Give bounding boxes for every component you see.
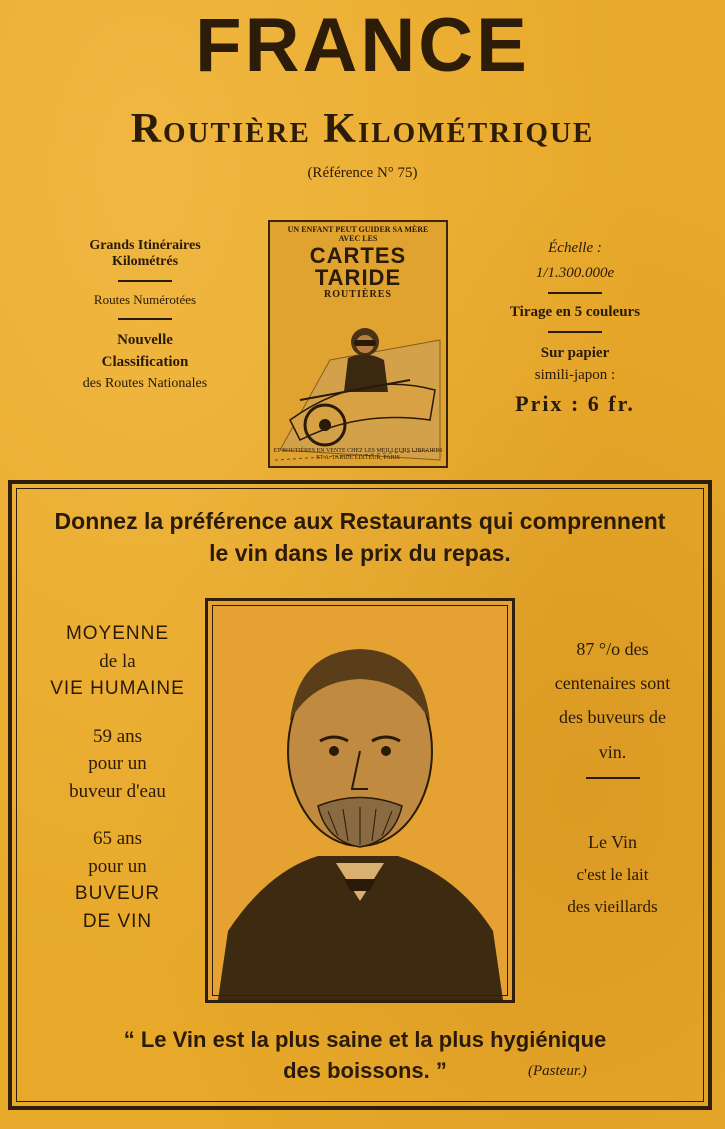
scale-label: Échelle : xyxy=(548,240,602,256)
water-drinker-years: 59 ans xyxy=(92,725,143,747)
scale-value: 1/1.300.000e xyxy=(535,265,615,281)
stat-heading-2: de la xyxy=(99,650,136,672)
divider xyxy=(118,318,172,320)
water-drinker-line-2: buveur d'eau xyxy=(69,780,166,802)
banner-line-2: le vin dans le prix du repas. xyxy=(209,540,511,567)
reference-number: (Référence N° 75) xyxy=(307,165,418,181)
banner-line-1: Donnez la préférence aux Restaurants qui comprennent xyxy=(54,508,666,534)
wine-drinker-years: 65 ans xyxy=(92,828,143,850)
quote-line-1: “ Le Vin est la plus saine et la plus hygiénique xyxy=(123,1027,607,1052)
stat-heading-1: MOYENNE xyxy=(65,623,170,644)
quote-attribution: (Pasteur.) xyxy=(528,1063,587,1079)
saying-line-3: des vieillards xyxy=(567,897,658,917)
centenarian-line-3: des buveurs de xyxy=(559,707,666,728)
print-run: Tirage en 5 couleurs xyxy=(509,304,641,320)
saying-line-2: c'est le lait xyxy=(576,864,649,884)
centenarian-stats xyxy=(520,632,705,924)
cover-tagline-2: AVEC LES xyxy=(338,233,378,243)
wine-drinker-line-2: BUVEUR xyxy=(74,883,161,905)
map-cover-illustration xyxy=(268,220,448,468)
divider xyxy=(586,777,640,779)
info-line-itineraries: Grands Itinéraires xyxy=(89,238,201,253)
info-line-classification: Classification xyxy=(101,353,189,370)
cover-footer: ET ROUTIÈRES EN VENTE CHEZ LES MEILLEURS LIBRAIRES ET A. TARIDE ÉDITEUR, PARIS xyxy=(273,447,443,461)
divider xyxy=(548,331,602,333)
cover-brand: CARTES TARIDE xyxy=(309,242,407,290)
right-info-column xyxy=(470,240,680,417)
water-drinker-line-1: pour un xyxy=(88,753,147,775)
wine-drinker-line-3: DE VIN xyxy=(82,910,153,932)
cover-brand-sub: ROUTIÈRES xyxy=(324,288,392,300)
life-expectancy-stats xyxy=(30,620,205,935)
pasteur-quote xyxy=(40,1025,690,1087)
page-title: FRANCE xyxy=(195,3,530,88)
price: Prix : 6 fr. xyxy=(515,390,635,416)
left-info-column xyxy=(30,238,260,394)
paper-line-2: simili-japon : xyxy=(534,366,616,383)
info-line-kilometres: Kilométrés xyxy=(111,254,179,269)
wine-drinker-line-1: pour un xyxy=(88,855,147,877)
divider xyxy=(548,292,602,294)
info-line-nationales: des Routes Nationales xyxy=(82,375,208,391)
page-subtitle: Routière Kilométrique xyxy=(130,106,595,152)
info-line-routes: Routes Numérotées xyxy=(93,292,197,307)
divider xyxy=(118,280,172,282)
cover-tagline: UN ENFANT PEUT GUIDER SA MÈRE xyxy=(287,225,429,234)
centenarian-line-2: centenaires sont xyxy=(554,673,671,694)
centenarian-line-4: vin. xyxy=(598,741,627,762)
centenarian-line-1: 87 °/o des xyxy=(576,639,649,659)
restaurant-banner xyxy=(15,505,705,569)
info-line-nouvelle: Nouvelle xyxy=(117,332,173,348)
paper-line-1: Sur papier xyxy=(540,345,610,361)
quote-line-2: des boissons. ” xyxy=(283,1057,447,1083)
stat-heading-3: VIE HUMAINE xyxy=(50,678,185,700)
saying-line-1: Le Vin xyxy=(587,831,638,852)
pasteur-portrait xyxy=(205,598,515,1003)
portrait-engraving xyxy=(208,601,512,1000)
motorist-illustration xyxy=(270,300,446,468)
